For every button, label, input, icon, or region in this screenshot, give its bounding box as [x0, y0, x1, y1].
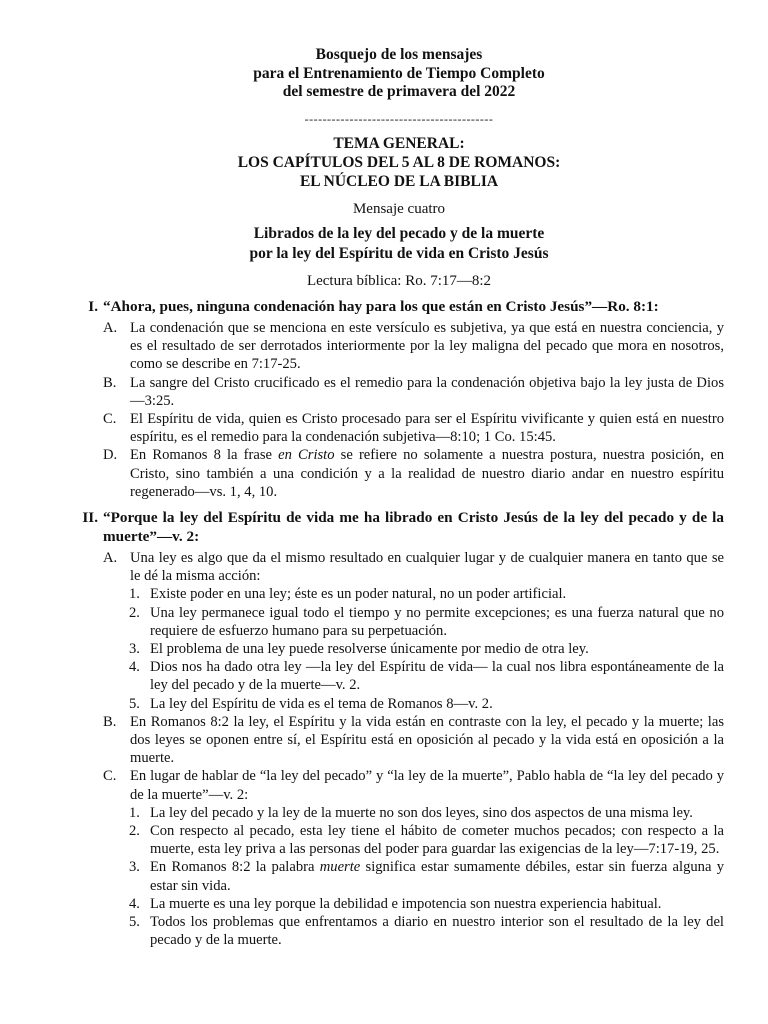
item-number: 3.	[129, 641, 140, 658]
subpoint-text-pre: En Romanos 8 la frase	[130, 447, 279, 464]
item-text: La muerte es una ley porque la debilidad e impotencia son nuestra experiencia habitual.	[150, 895, 662, 912]
list-item	[74, 822, 724, 858]
outline-header	[74, 46, 724, 102]
point-I-subpoints	[74, 319, 724, 501]
list-item	[74, 604, 724, 640]
subpoint-text: En lugar de hablar de “la ley del pecado” y “la ley de la muerte”, Pablo habla de “la ley del pecado y de la muerte”—v. 2:	[130, 768, 724, 803]
item-text: El problema de una ley puede resolverse únicamente por medio de otra ley.	[150, 641, 589, 658]
item-text	[150, 859, 724, 893]
item-number: 4.	[129, 659, 140, 676]
item-number: 3.	[129, 859, 140, 876]
subpoint-letter: B.	[103, 374, 117, 391]
item-number: 1.	[129, 804, 140, 821]
message-title	[74, 224, 724, 264]
item-number: 5.	[129, 695, 140, 712]
list-item	[74, 695, 724, 713]
point-text: “Ahora, pues, ninguna condenación hay para los que están en Cristo Jesús”—Ro. 8:1:	[103, 297, 659, 315]
theme-line-2: LOS CAPÍTULOS DEL 5 AL 8 DE ROMANOS:	[237, 153, 561, 171]
header-line-1: Bosquejo de los mensajes	[315, 46, 483, 63]
item-text: Con respecto al pecado, esta ley tiene el hábito de cometer muchos pecados; con respecto a la muerte, esta ley priva a las personas del poder para guardar las exigencias de la ley—7:17-19, 25.	[150, 823, 724, 858]
subpoint-letter: D.	[103, 447, 118, 464]
subpoint-text: Una ley es algo que da el mismo resultado en cualquier lugar y de cualquier manera en tanto que se le dé la misma acción:	[130, 550, 724, 585]
list-item	[74, 804, 724, 822]
header-line-2: para el Entrenamiento de Tiempo Completo	[253, 64, 545, 82]
subpoint-II-A-items	[74, 585, 724, 712]
list-item	[74, 658, 724, 694]
item-text: Una ley permanece igual todo el tiempo y no permite excepciones; es una fuerza natural que no requiere de esfuerzo humano para su perpetuación.	[150, 604, 724, 639]
subpoint-text: El Espíritu de vida, quien es Cristo procesado para ser el Espíritu vivificante y quien está en nuestro espíritu, es el remedio para la condenación subjetiva—8:10; 1 Co. 15:45.	[130, 411, 724, 446]
scripture-reading: Lectura bíblica: Ro. 7:17—8:2	[306, 272, 492, 289]
point-numeral: II.	[82, 509, 98, 527]
point-II-subpoints	[74, 549, 724, 949]
point-text: “Porque la ley del Espíritu de vida me ha librado en Cristo Jesús de la ley del pecado y de la muerte”—v. 2:	[103, 509, 724, 545]
subpoint-text-post: se refiere no solamente a nuestra postura, nuestra posición, en Cristo, sino también a una condición y a la realidad de nuestro diario andar en nuestro espíritu regenerado—vs. 1, 4, 10.	[130, 447, 724, 500]
theme-line-1: TEMA GENERAL:	[333, 134, 465, 152]
subpoint-I-D	[74, 446, 724, 501]
item-number: 5.	[129, 914, 140, 931]
item-text: Todos los problemas que enfrentamos a diario en nuestro interior son el resultado de la ley del pecado y de la muerte.	[150, 914, 724, 949]
general-theme	[74, 134, 724, 191]
subpoint-II-C-items	[74, 804, 724, 950]
subpoint-letter: A.	[103, 550, 118, 567]
item-text-pre: En Romanos 8:2 la palabra	[150, 859, 320, 876]
list-item	[74, 585, 724, 603]
point-II	[74, 509, 724, 546]
subpoint-I-C	[74, 410, 724, 446]
point-I	[74, 298, 724, 317]
subpoint-text: La condenación que se menciona en este versículo es subjetiva, ya que está en nuestra conciencia, y es el resultado de ser derrotados interiormente por la ley maligna del pecado que mora en nosotros, como se describe en 7:17-25.	[130, 320, 724, 373]
subpoint-text	[130, 447, 724, 499]
item-number: 4.	[129, 895, 140, 912]
subpoint-I-A	[74, 319, 724, 374]
subpoint-text: La sangre del Cristo crucificado es el remedio para la condenación objetiva bajo la ley justa de Dios—3:25.	[130, 374, 724, 409]
item-number: 2.	[129, 823, 140, 840]
message-title-line-2: por la ley del Espíritu de vida en Cristo Jesús	[249, 244, 549, 262]
subpoint-text: En Romanos 8:2 la ley, el Espíritu y la vida están en contraste con la ley, el pecado y la muerte; las dos leyes se oponen entre sí, el Espíritu está en oposición al pecado y la vida está en oposición a la muerte.	[130, 713, 724, 767]
subpoint-II-C	[74, 767, 724, 803]
subpoint-letter: C.	[103, 411, 117, 428]
point-numeral: I.	[88, 297, 98, 315]
item-text: Dios nos ha dado otra ley —la ley del Espíritu de vida— la cual nos libra espontáneamente de la ley del pecado y de la muerte—v. 2.	[150, 659, 724, 694]
message-title-line-1: Librados de la ley del pecado y de la muerte	[253, 224, 545, 242]
item-text-post: significa estar sumamente débiles, estar sin fuerza alguna y estar sin vida.	[150, 859, 724, 894]
list-item	[74, 913, 724, 949]
subpoint-letter: B.	[103, 713, 117, 730]
subpoint-letter: C.	[103, 768, 117, 785]
item-text: Existe poder en una ley; éste es un poder natural, no un poder artificial.	[150, 586, 567, 603]
item-text: La ley del pecado y la ley de la muerte no son dos leyes, sino dos aspectos de una misma ley.	[150, 804, 693, 821]
list-item	[74, 895, 724, 913]
theme-line-3: EL NÚCLEO DE LA BIBLIA	[299, 172, 499, 190]
subpoint-letter: A.	[103, 320, 118, 336]
list-item	[74, 858, 724, 894]
divider-line: ------------------------------------------	[304, 111, 494, 126]
item-number: 2.	[129, 604, 140, 621]
subpoint-I-B	[74, 374, 724, 410]
item-text-italic: muerte	[319, 859, 361, 876]
list-item	[74, 640, 724, 658]
header-line-3: del semestre de primavera del 2022	[282, 83, 516, 100]
message-number: Mensaje cuatro	[352, 200, 446, 217]
subpoint-text-italic: en Cristo	[278, 447, 335, 464]
subpoint-II-A	[74, 549, 724, 585]
item-number: 1.	[129, 586, 140, 603]
subpoint-II-B	[74, 713, 724, 768]
item-text: La ley del Espíritu de vida es el tema de Romanos 8—v. 2.	[150, 695, 493, 712]
